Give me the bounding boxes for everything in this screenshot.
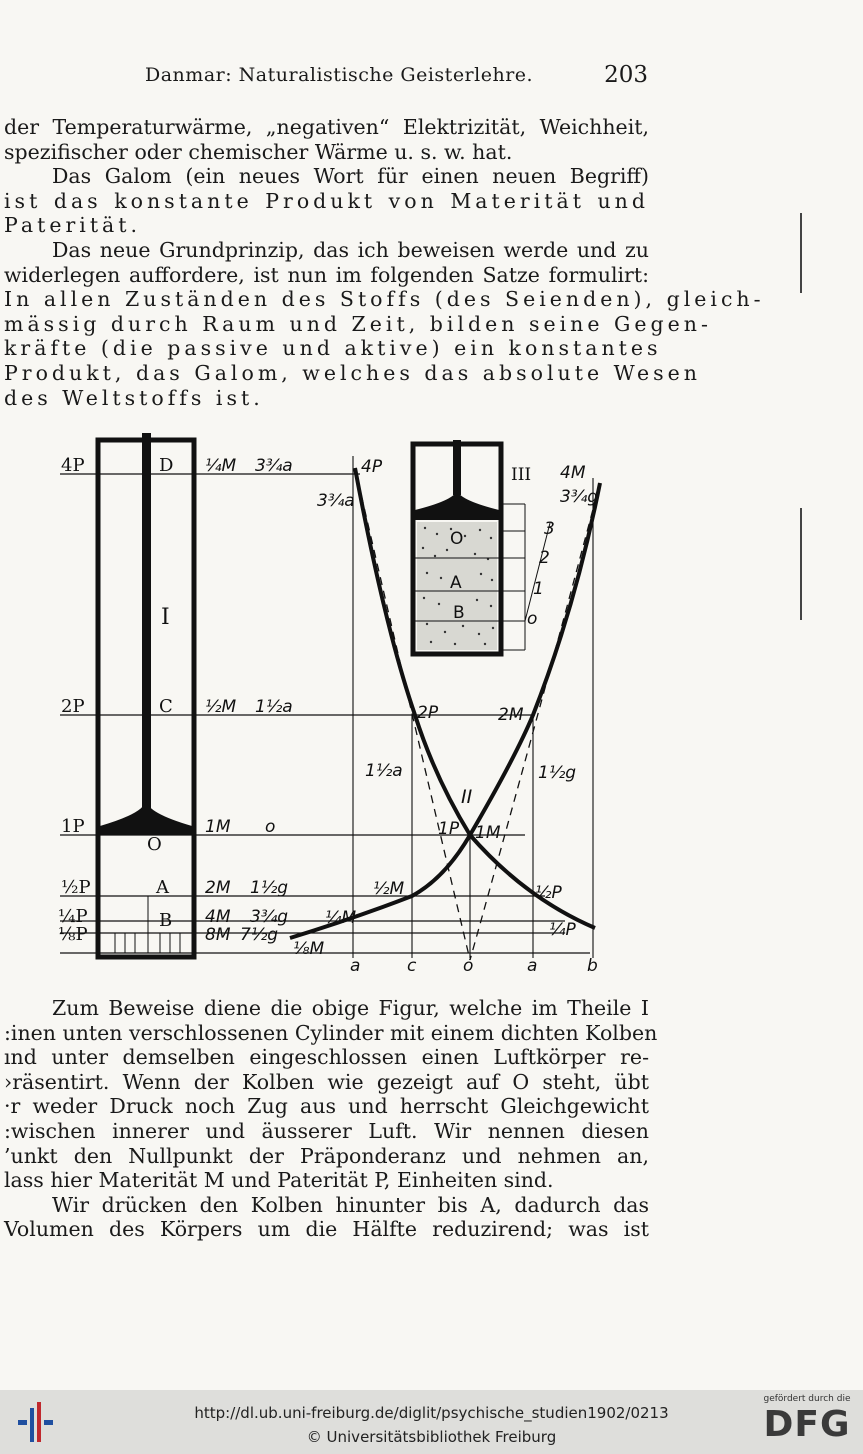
fig-left-label-half-p: ½P — [61, 877, 91, 898]
fig-bottom-b: b — [587, 956, 598, 976]
fig-inset-2: 2 — [539, 548, 550, 568]
fig-left-label-4p: 4P — [61, 455, 85, 476]
fig-left-label-eighth-p: ⅛P — [58, 924, 88, 945]
fig-curve-1m: 1M — [475, 823, 501, 843]
lower-text-line: ·r weder Druck noch Zug aus und herrscht Gleichgewicht — [4, 1094, 649, 1119]
fig-curve-2m: 2M — [498, 705, 524, 725]
fig-inset-o-small: o — [527, 609, 538, 629]
lower-paragraphs — [4, 996, 658, 1242]
footer-url[interactable]: http://dl.ub.uni-freiburg.de/diglit/psychische_studien1902/0213 — [194, 1404, 669, 1422]
cylinder-one — [98, 433, 194, 957]
fig-bottom-o: o — [463, 956, 474, 976]
fig-curve-quarter-m: ¼M — [325, 908, 357, 928]
fig-anno-4m: 4M — [205, 907, 231, 927]
upper-text-line: der Temperaturwärme, „negativen“ Elektrizität, Weichheit, — [4, 115, 649, 139]
lower-text-line: Wir drücken den Kolben hinunter bis A, dadurch das — [52, 1192, 649, 1217]
fig-curve-4p: 4P — [361, 457, 383, 477]
upper-text-line: Paterität. — [4, 213, 142, 238]
fig-cyl-label-o: O — [147, 834, 162, 855]
fig-curve-quarter-p: ¼P — [549, 920, 576, 940]
fig-left-label-1p: 1P — [61, 816, 85, 837]
fig-anno-3-3-4-a: 3¾a — [255, 456, 293, 476]
fig-anno-1m: 1M — [205, 817, 231, 837]
fig-curve-1p: 1P — [438, 819, 460, 839]
upper-text-line: kräfte (die passive und aktive) ein konstantes — [4, 336, 662, 361]
fig-inset-o: O — [450, 529, 464, 549]
lower-text-line: ınd unter demselben eingeschlossen einen Luftkörper re- — [4, 1045, 649, 1070]
fig-inset-3: 3 — [544, 519, 555, 539]
upper-text-line: widerlegen auffordere, ist nun im folgenden Satze formulirt: — [4, 262, 649, 287]
fig-bottom-a2: a — [527, 956, 538, 976]
fig-curve-half-m: ½M — [373, 879, 405, 899]
pressure-figure — [55, 428, 615, 978]
fig-bottom-c: c — [407, 956, 417, 976]
lower-text-line: :wischen innerer und äusserer Luft. Wir nennen diesen — [4, 1118, 649, 1143]
fig-curve-1-1-2-g: 1½g — [538, 763, 577, 783]
running-title: Danmar: Naturalistische Geisterlehre. — [145, 64, 534, 86]
fig-bottom-a1: a — [350, 956, 361, 976]
upper-text-line: des Weltstoffs ist. — [4, 385, 264, 410]
figure-drawing — [55, 428, 615, 978]
fig-inset-1: 1 — [533, 579, 544, 599]
fig-inset-b: B — [453, 603, 465, 623]
fig-anno-half-m: ½M — [205, 697, 237, 717]
fig-curve-4m: 4M — [560, 463, 586, 483]
fig-cyl-label-b: B — [159, 910, 173, 931]
upper-text-line: spezifischer oder chemischer Wärme u. s. w. hat. — [4, 139, 513, 164]
fig-left-label-2p: 2P — [61, 696, 85, 717]
upper-text-line: Produkt, das Galom, welches das absolute Wesen — [4, 360, 702, 385]
fig-curve-2p: 2P — [417, 703, 439, 723]
fig-inset-a: A — [450, 573, 462, 593]
fig-curve-half-p: ½P — [535, 883, 562, 903]
dfg-logo-text: DFG — [763, 1404, 851, 1445]
page-header — [0, 64, 650, 94]
fig-anno-8m: 8M — [205, 925, 231, 945]
dfg-logo — [761, 1394, 853, 1450]
fig-anno-1-1-2-g: 1½g — [250, 878, 289, 898]
fig-cyl-label-c: C — [159, 696, 173, 717]
fig-curve-eighth-m: ⅛M — [293, 939, 325, 959]
fig-curve-ii: II — [461, 786, 473, 808]
upper-text-line: mässig durch Raum und Zeit, bilden seine Gegen- — [4, 311, 712, 336]
fig-cyl-label-i: I — [161, 605, 170, 630]
fig-anno-o: o — [265, 817, 276, 837]
fig-anno-quarter-m: ¼M — [205, 456, 237, 476]
fig-curve-iii: III — [511, 465, 532, 485]
lower-text-line: ’unkt den Nullpunkt der Präponderanz und nehmen an, — [4, 1143, 649, 1168]
page-number: 203 — [604, 62, 648, 88]
fig-anno-1-1-2-a: 1½a — [255, 697, 293, 717]
lower-text-line: Volumen des Körpers um die Hälfte reduzirend; was ist — [4, 1217, 649, 1242]
dfg-funded-by: gefördert durch die — [763, 1394, 851, 1404]
upper-text-line: Das Galom (ein neues Wort für einen neuen Begriff) — [52, 164, 649, 189]
fig-anno-7-1-2-g: 7½g — [240, 925, 279, 945]
upper-paragraphs — [4, 115, 765, 410]
footer-bar — [0, 1390, 863, 1454]
lower-text-line: lass hier Materität M und Paterität P, Einheiten sind. — [4, 1168, 554, 1193]
upper-text-line: In allen Zuständen des Stoffs (des Seienden), gleich- — [4, 287, 765, 312]
upper-text-line: Das neue Grundprinzip, das ich beweisen werde und zu — [52, 237, 649, 262]
fig-curve-1-1-2-a: 1½a — [365, 761, 403, 781]
fig-curve-3-3-4-g: 3¾g — [560, 487, 599, 507]
footer-copyright: © Universitätsbibliothek Freiburg — [306, 1428, 557, 1446]
lower-text-line: :inen unten verschlossenen Cylinder mit einem dichten Kolben — [4, 1020, 658, 1045]
fig-curve-3-3-4-a: 3¾a — [317, 491, 355, 511]
fig-anno-2m: 2M — [205, 878, 231, 898]
fig-cyl-label-d: D — [159, 455, 174, 476]
upper-text-line: ist das konstante Produkt von Materität und — [4, 188, 649, 213]
lower-text-line: ›räsentirt. Wenn der Kolben wie gezeigt auf O steht, übt — [4, 1069, 649, 1094]
lower-text-line: Zum Beweise diene die obige Figur, welche im Theile I — [52, 996, 649, 1020]
fig-anno-3-3-4-g: 3¾g — [250, 907, 289, 927]
fig-left-label-quarter-p: ¼P — [58, 906, 88, 927]
fig-cyl-label-a: A — [156, 877, 169, 898]
